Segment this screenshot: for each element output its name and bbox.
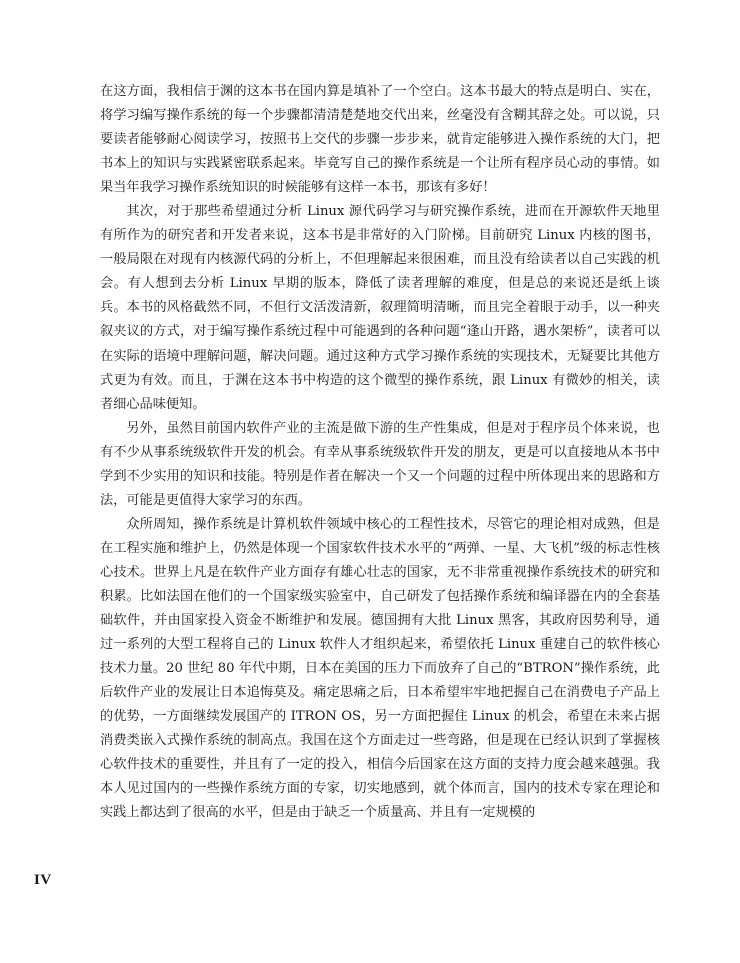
paragraph-1: 在这方面，我相信于渊的这本书在国内算是填补了一个空白。这本书最大的特点是明白、实在，将学习编写操作系统的每一个步骤都清清楚楚地交代出来，丝毫没有含糊其辞之处。可以说，只要读者能够耐心阅读学习，按照书上交代的步骤一步步来，就肯定能够进入操作系统的大门，把书本上的知识与实践紧密联系起来。毕竟写自己的操作系统是一个让所有程序员心动的事情。如果当年我学习操作系统知识的时候能够有这样一本书，那该有多好！ bbox=[100, 84, 660, 196]
paragraph-3: 另外，虽然目前国内软件产业的主流是做下游的生产性集成，但是对于程序员个体来说，也有不少从事系统级软件开发的机会。有幸从事系统级软件开发的朋友，更是可以直接地从本书中学到不少实用的知识和技能。特别是作者在解决一个又一个问题的过程中所体现出来的思路和方法，可能是更值得大家学习的东西。 bbox=[100, 420, 660, 508]
page-number: IV bbox=[34, 872, 52, 888]
paragraph-2: 其次，对于那些希望通过分析 Linux 源代码学习与研究操作系统，进而在开源软件天地里有所作为的研究者和开发者来说，这本书是非常好的入门阶梯。目前研究 Linux 内核的图书，一般局限在对现有内核源代码的分析上，不但理解起来很困难，而且没有给读者以自己实践的机会。有人想到去分析 Linux 早期的版本，降低了读者理解的难度，但是总的来说还是纸上谈兵。本书的风格截然不同，不但行文活泼清新，叙理简明清晰，而且完全着眼于动手，以一种夹叙夹议的方式，对于编写操作系统过程中可能遇到的各种问题“逢山开路，遇水架桥”，读者可以在实际的语境中理解问题，解决问题。通过这种方式学习操作系统的实现技术，无疑要比其他方式更为有效。而且，于渊在这本书中构造的这个微型的操作系统，跟 Linux 有微妙的相关，读者细心品味便知。 bbox=[100, 204, 660, 412]
body-text bbox=[100, 80, 660, 825]
paragraph-4: 众所周知，操作系统是计算机软件领域中核心的工程性技术，尽管它的理论相对成熟，但是在工程实施和维护上，仍然是体现一个国家软件技术水平的“两弹、一星、大飞机”级的标志性核心技术。世界上凡是在软件产业方面存有雄心壮志的国家，无不非常重视操作系统技术的研究和积累。比如法国在他们的一个国家级实验室中，自己研发了包括操作系统和编译器在内的全套基础软件，并由国家投入资金不断维护和发展。德国拥有大批 Linux 黑客，其政府因势利导，通过一系列的大型工程将自己的 Linux 软件人才组织起来，希望依托 Linux 重建自己的软件核心技术力量。20 世纪 80 年代中期，日本在美国的压力下而放弃了自己的“BTRON”操作系统，此后软件产业的发展让日本追悔莫及。痛定思痛之后，日本希望牢牢地把握自己在消费电子产品上的优势，一方面继续发展国产的 ITRON OS，另一方面把握住 Linux 的机会，希望在未来占据消费类嵌入式操作系统的制高点。我国在这个方面走过一些弯路，但是现在已经认识到了掌握核心软件技术的重要性，并且有了一定的投入，相信今后国家在这方面的支持力度会越来越强。我本人见过国内的一些操作系统方面的专家，切实地感到，就个体而言，国内的技术专家在理论和实践上都达到了很高的水平，但是由于缺乏一个质量高、并且有一定规模的 bbox=[100, 516, 660, 821]
